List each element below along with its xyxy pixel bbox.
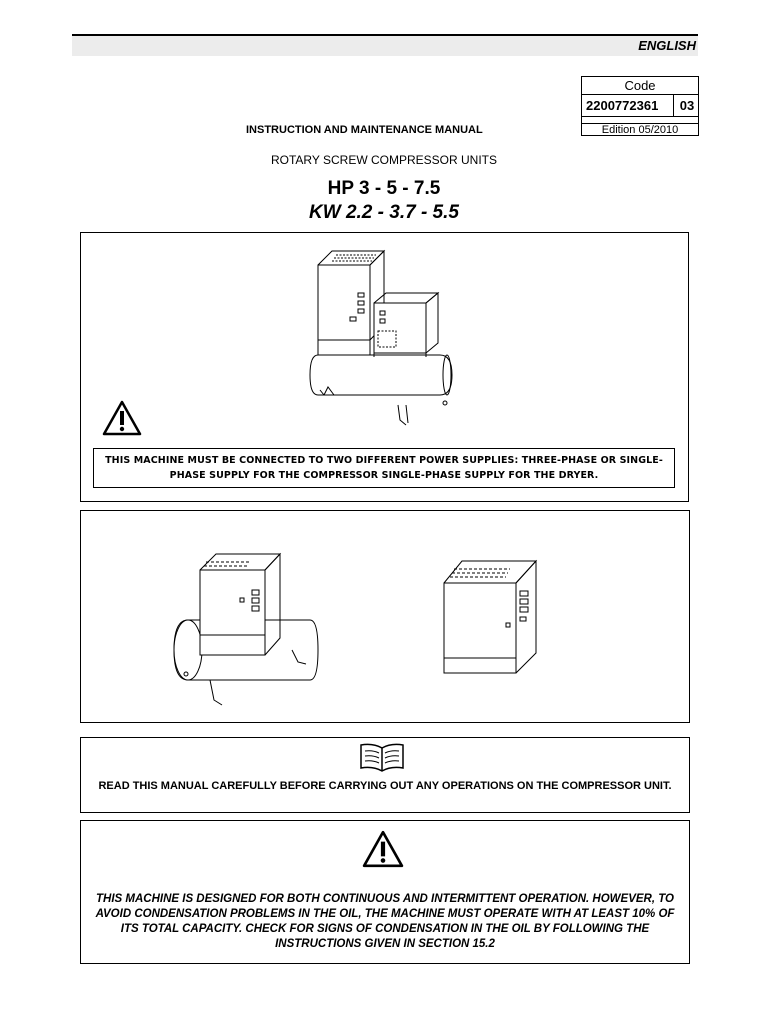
model-kw: KW 2.2 - 3.7 - 5.5 <box>309 202 459 223</box>
warning-triangle-icon <box>102 400 142 436</box>
model-hp: HP 3 - 5 - 7.5 <box>327 178 441 199</box>
code-label: Code <box>582 77 698 95</box>
condensation-warning: THIS MACHINE IS DESIGNED FOR BOTH CONTINUOUS AND INTERMITTENT OPERATION. HOWEVER, TO AVOID CONDENSATION PROBLEMS IN THE OIL, THE MACHINE MUST OPERATE WITH AT LEAST 10% OF ITS TOTAL CAPACITY. CHECK FOR SIGNS OF CONDENSATION IN THE OIL BY FOLLOWING THE INSTRUCTIONS GIVEN IN SECTION 15.2 <box>95 893 675 950</box>
code-number-row <box>582 95 698 117</box>
code-box <box>581 76 699 136</box>
power-supply-warning: THIS MACHINE MUST BE CONNECTED TO TWO DIFFERENT POWER SUPPLIES: THREE-PHASE OR SINGLE-PHASE SUPPLY FOR THE COMPRESSOR SINGLE-PHASE SUPPLY FOR THE DRYER. <box>93 448 675 488</box>
base-mounted-compressor-illustration <box>440 553 550 678</box>
language-bar <box>72 34 698 56</box>
code-number: 2200772361 <box>586 98 659 113</box>
read-manual-warning: READ THIS MANUAL CAREFULLY BEFORE CARRYING OUT ANY OPERATIONS ON THE COMPRESSOR UNIT. <box>98 780 672 792</box>
code-revision: 03 <box>673 95 700 116</box>
subtitle: ROTARY SCREW COMPRESSOR UNITS <box>270 153 498 167</box>
language-label: ENGLISH <box>638 38 696 53</box>
edition-label: Edition 05/2010 <box>582 123 698 136</box>
compressor-with-dryer-illustration <box>310 245 460 435</box>
open-book-icon <box>357 742 407 774</box>
manual-title: INSTRUCTION AND MAINTENANCE MANUAL <box>246 124 483 136</box>
warning-triangle-icon <box>362 830 404 868</box>
tank-mounted-compressor-illustration <box>170 540 320 710</box>
